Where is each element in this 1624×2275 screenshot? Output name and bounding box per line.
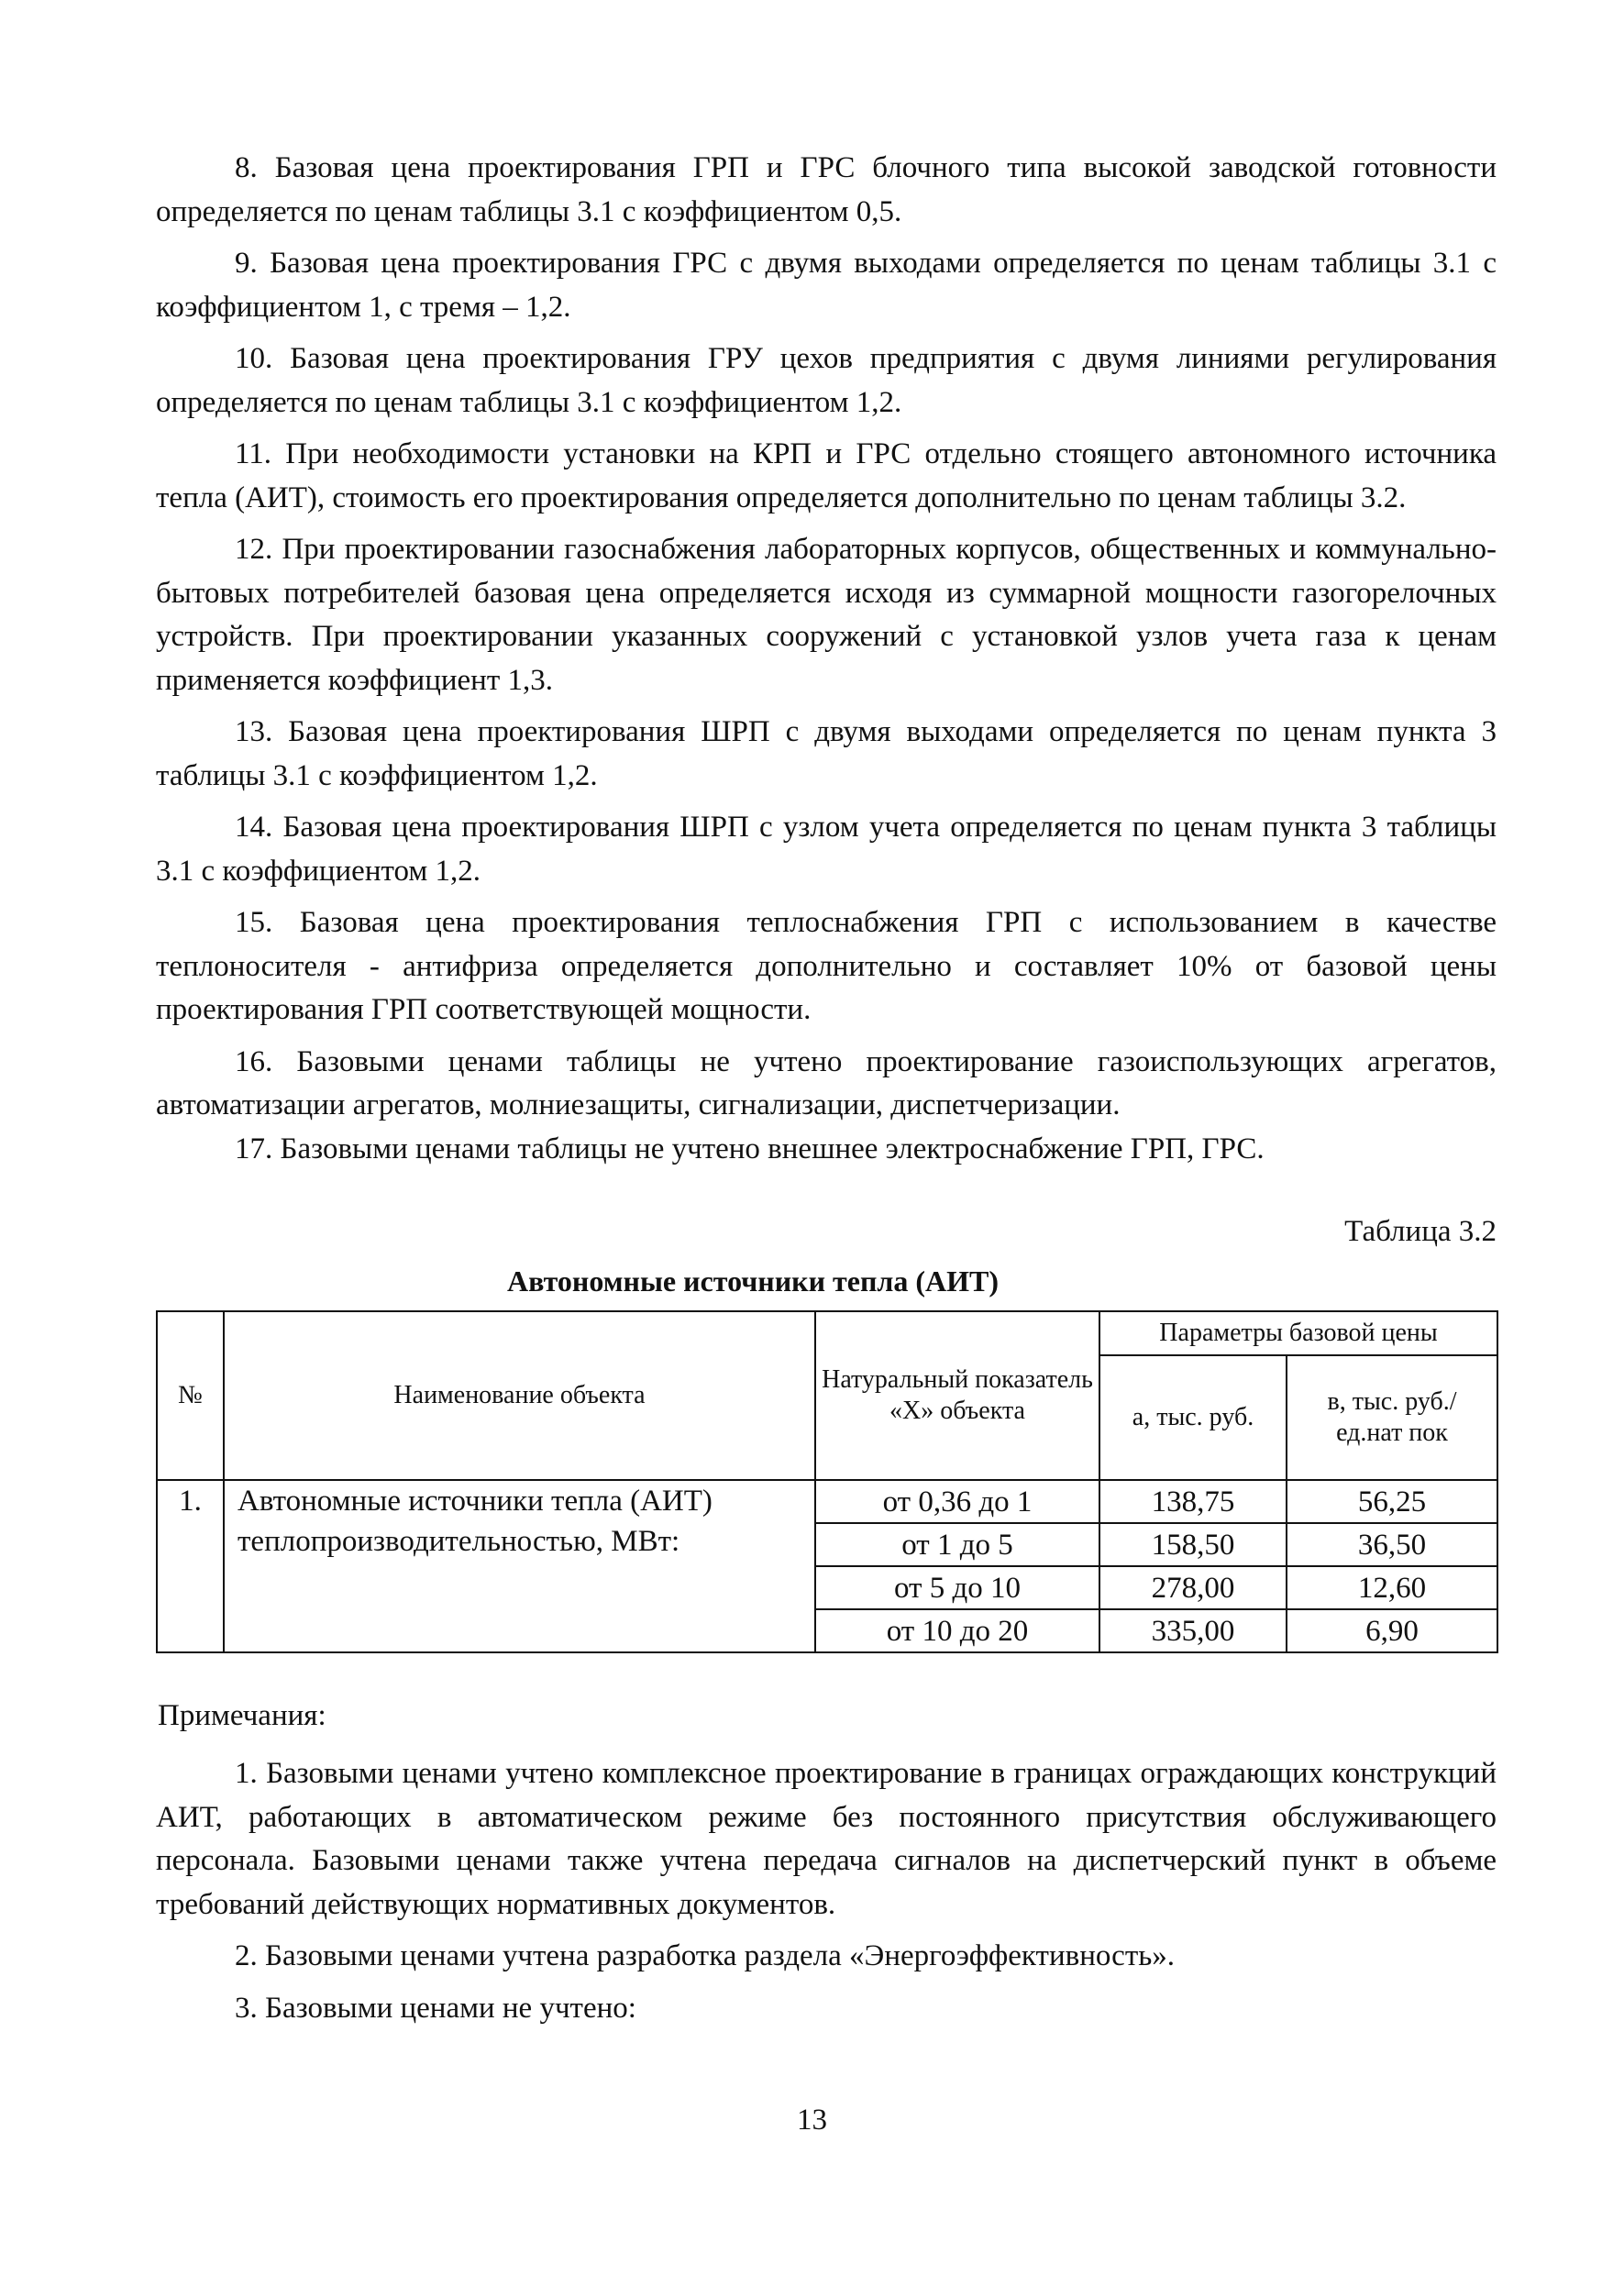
paragraph-16: 16. Базовыми ценами таблицы не учтено проектирование газоиспользующих агрегатов, автоматизации агрегатов, молниезащиты, сигнализации, диспетчеризации. (156, 1044, 1497, 1121)
header-param-b: в, тыс. руб./ ед.нат пок (1287, 1355, 1497, 1480)
note-item-3: 3. Базовыми ценами не учтено: (235, 1991, 636, 2025)
range-param-b: 12,60 (1287, 1566, 1497, 1609)
table-row (157, 1480, 1497, 1523)
paragraph-12: 12. При проектировании газоснабжения лабораторных корпусов, общественных и коммунально-бытовых потребителей базовая цена определяется исходя из суммарной мощности газогорелочных устройств. При проектировании указанных сооружений с установкой узлов учета газа к ценам применяется коэффициент 1,3. (156, 533, 1497, 697)
range-indicator: от 0,36 до 1 (815, 1480, 1099, 1523)
row-number: 1. (157, 1480, 224, 1652)
range-indicator: от 5 до 10 (815, 1566, 1099, 1609)
range-param-a: 138,75 (1099, 1480, 1287, 1523)
range-param-a: 335,00 (1099, 1609, 1287, 1652)
range-param-b: 36,50 (1287, 1523, 1497, 1566)
table-caption: Таблица 3.2 (1344, 1215, 1497, 1248)
range-indicator: от 1 до 5 (815, 1523, 1099, 1566)
paragraph-15: 15. Базовая цена проектирования теплоснабжения ГРП с использованием в качестве теплоносителя - антифриза определяется дополнительно и составляет 10% от базовой цены проектирования ГРП соответствующей мощности. (156, 906, 1497, 1026)
range-indicator: от 10 до 20 (815, 1609, 1099, 1652)
notes-title: Примечания: (158, 1699, 326, 1732)
paragraph-10: 10. Базовая цена проектирования ГРУ цехов предприятия с двумя линиями регулирования определяется по ценам таблицы 3.1 с коэффициентом 1,2. (156, 342, 1497, 419)
range-param-a: 278,00 (1099, 1566, 1287, 1609)
ait-price-table (156, 1310, 1498, 1653)
paragraph-8: 8. Базовая цена проектирования ГРП и ГРС блочного типа высокой заводской готовности определяется по ценам таблицы 3.1 с коэффициентом 0,5. (156, 151, 1497, 228)
header-price-parameters: Параметры базовой цены (1099, 1311, 1497, 1355)
range-param-b: 6,90 (1287, 1609, 1497, 1652)
paragraph-17: 17. Базовыми ценами таблицы не учтено внешнее электроснабжение ГРП, ГРС. (235, 1132, 1265, 1165)
range-param-a: 158,50 (1099, 1523, 1287, 1566)
paragraph-11: 11. При необходимости установки на КРП и ГРС отдельно стоящего автономного источника тепла (АИТ), стоимость его проектирования определяется дополнительно по ценам таблицы 3.2. (156, 437, 1497, 514)
page-number: 13 (797, 2104, 827, 2137)
note-item-2: 2. Базовыми ценами учтена разработка раздела «Энергоэффективность». (235, 1939, 1176, 1972)
table-title: Автономные источники тепла (АИТ) (506, 1265, 999, 1298)
header-object-name: Наименование объекта (224, 1311, 815, 1480)
note-item-1: 1. Базовыми ценами учтено комплексное проектирование в границах ограждающих конструкций АИТ, работающих в автоматическом режиме без постоянного присутствия обслуживающего персонала. Базовыми ценами также учтена передача сигналов на диспетчерский пункт в объеме требований действующих нормативных документов. (156, 1757, 1497, 1921)
paragraph-13: 13. Базовая цена проектирования ШРП с двумя выходами определяется по ценам пункта 3 таблицы 3.1 с коэффициентом 1,2. (156, 715, 1497, 792)
document-page (156, 147, 1497, 2038)
header-natural-indicator: Натуральный показатель «Х» объекта (815, 1311, 1099, 1480)
paragraph-14: 14. Базовая цена проектирования ШРП с узлом учета определяется по ценам пункта 3 таблицы 3.1 с коэффициентом 1,2. (156, 811, 1497, 888)
paragraph-9: 9. Базовая цена проектирования ГРС с двумя выходами определяется по ценам таблицы 3.1 с коэффициентом 1, с тремя – 1,2. (156, 247, 1497, 324)
header-param-a: а, тыс. руб. (1099, 1355, 1287, 1480)
header-number: № (157, 1311, 224, 1480)
range-param-b: 56,25 (1287, 1480, 1497, 1523)
row-object-name: Автономные источники тепла (АИТ) теплопроизводительностью, МВт: (224, 1480, 815, 1652)
